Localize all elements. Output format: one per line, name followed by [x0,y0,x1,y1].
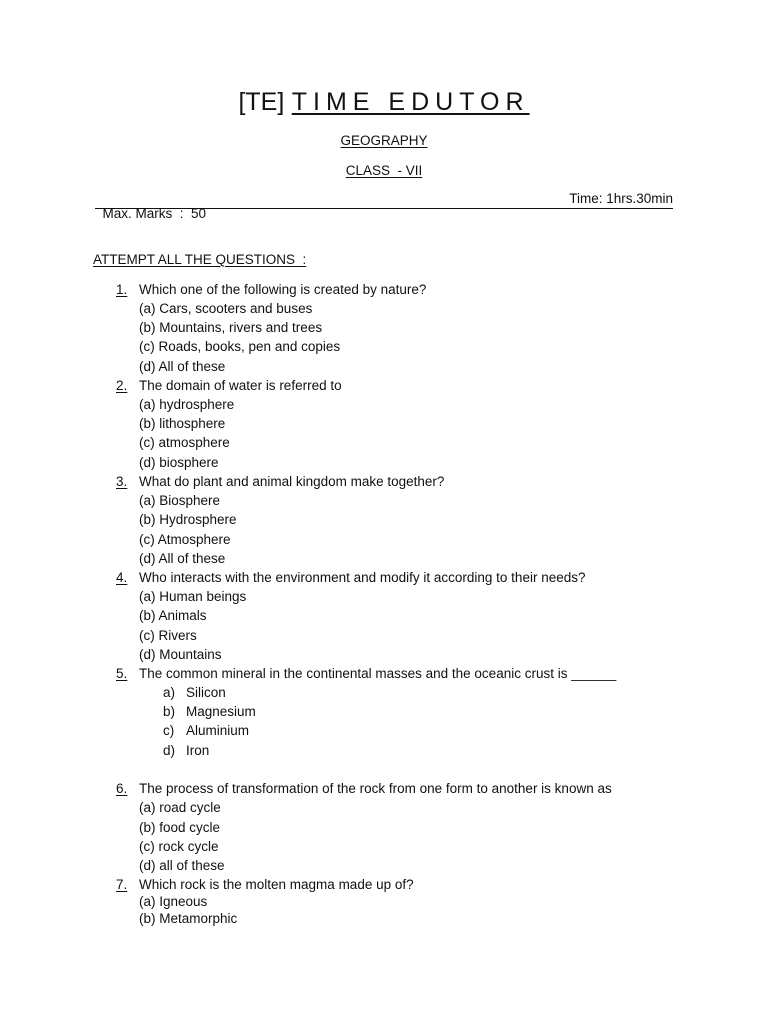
instruction: ATTEMPT ALL THE QUESTIONS : [93,252,307,267]
question-6-option-b: (b) food cycle [139,820,221,835]
question-5-option-b-letter: b) [163,704,176,719]
question-1-option-b: (b) Mountains, rivers and trees [139,320,323,335]
question-4-option-c: (c) Rivers [139,628,197,643]
question-4-text: Who interacts with the environment and modify it according to their needs? [139,570,586,585]
question-5-option-a: Silicon [186,685,226,700]
title-brand: TIME EDUTOR [291,88,530,116]
question-1-option-a: (a) Cars, scooters and buses [139,301,313,316]
max-marks: Max. Marks : 50 [102,206,207,221]
question-5-option-d-letter: d) [163,743,176,758]
question-3-option-b: (b) Hydrosphere [139,512,237,527]
class-heading: CLASS - VII [345,163,423,178]
document-title [0,88,768,117]
question-1-number: 1. [116,282,128,297]
title-prefix: [TE] [238,88,285,116]
question-6-option-d: (d) all of these [139,858,225,873]
question-4-number: 4. [116,570,128,585]
exam-time: Time: 1hrs.30min [569,191,673,206]
question-4-option-b: (b) Animals [139,608,207,623]
subject-heading: GEOGRAPHY [340,133,428,148]
question-2-text: The domain of water is referred to [139,378,342,393]
question-1-option-d: (d) All of these [139,359,226,374]
question-7-number: 7. [116,877,128,892]
question-6-number: 6. [116,781,128,796]
question-5-option-c-letter: c) [163,723,175,738]
question-7-option-b: (b) Metamorphic [139,911,238,926]
question-3-option-c: (c) Atmosphere [139,532,231,547]
question-6-option-a: (a) road cycle [139,800,221,815]
question-2-number: 2. [116,378,128,393]
question-4-option-d: (d) Mountains [139,647,222,662]
marks-time-line [95,191,673,221]
question-5-number: 5. [116,666,128,681]
question-3-number: 3. [116,474,128,489]
question-2-option-d: (d) biosphere [139,455,219,470]
question-3-option-d: (d) All of these [139,551,226,566]
question-1-text: Which one of the following is created by nature? [139,282,427,297]
question-2-option-c: (c) atmosphere [139,435,230,450]
question-7-option-a: (a) Igneous [139,894,208,909]
question-7-text: Which rock is the molten magma made up of? [139,877,414,892]
question-4-option-a: (a) Human beings [139,589,247,604]
question-1-option-c: (c) Roads, books, pen and copies [139,339,341,354]
question-5-text: The common mineral in the continental masses and the oceanic crust is ______ [139,666,617,681]
question-5-option-c: Aluminium [186,723,250,738]
question-2-option-a: (a) hydrosphere [139,397,235,412]
question-6-option-c: (c) rock cycle [139,839,219,854]
question-6-text: The process of transformation of the rock from one form to another is known as [139,781,612,796]
question-5-option-d: Iron [186,743,210,758]
question-3-option-a: (a) Biosphere [139,493,221,508]
question-5-option-a-letter: a) [163,685,176,700]
question-5-option-b: Magnesium [186,704,256,719]
question-3-text: What do plant and animal kingdom make together? [139,474,445,489]
question-2-option-b: (b) lithosphere [139,416,226,431]
